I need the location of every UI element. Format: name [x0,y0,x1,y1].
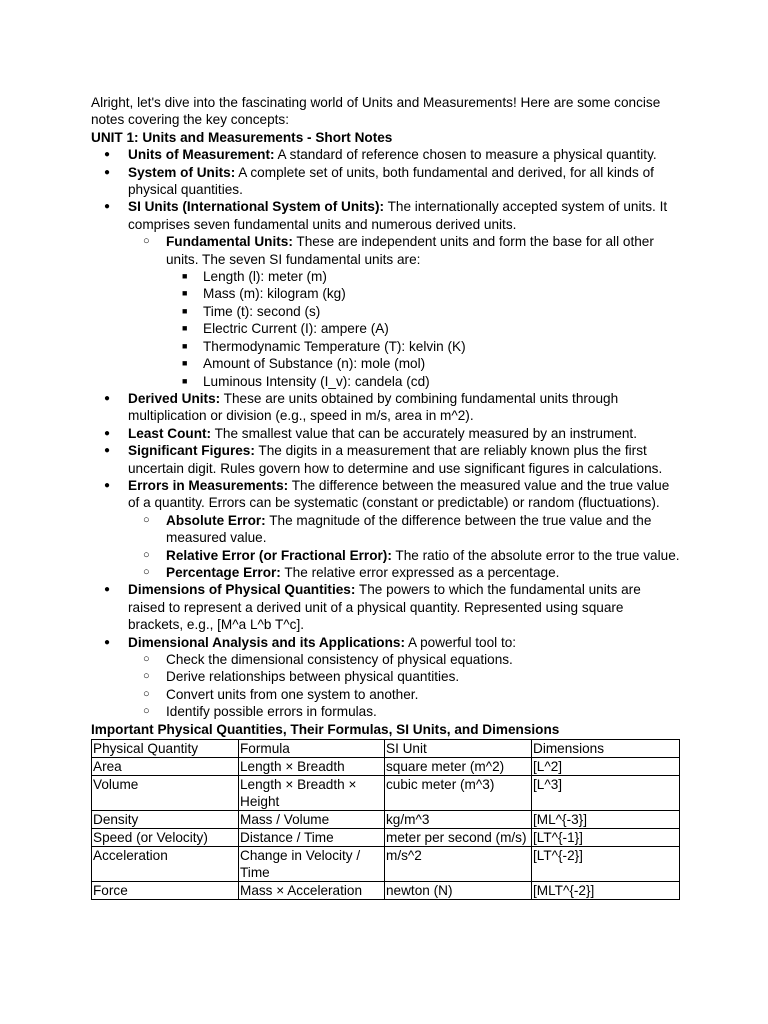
list-item [91,390,681,425]
list-item: ■ Luminous Intensity (I_v): candela (cd) [166,373,681,390]
table-cell: kg/m^3 [385,811,532,829]
table-cell: [L^2] [532,758,680,776]
definition: A complete set of units, both fundamental and derived, for all kinds of physical quantities. [128,164,654,198]
table-cell: Mass × Acceleration [239,882,385,900]
term: Fundamental Units: [166,234,293,250]
main-list [91,146,681,720]
list-item [91,198,681,389]
list-item: ○ Convert units from one system to another. [128,686,681,703]
list-item: ○ Derive relationships between physical quantities. [128,668,681,685]
table-row [92,882,680,900]
table-cell: Mass / Volume [239,811,385,829]
term: Least Count: [128,425,212,441]
list-item: ○ Check the dimensional consistency of physical equations. [128,651,681,668]
header-cell: SI Unit [385,740,532,758]
definition: The relative error expressed as a percentage. [280,564,560,580]
table-cell: cubic meter (m^3) [385,776,532,811]
definition: The magnitude of the difference between the true value and the measured value. [166,512,652,546]
base-units-list [166,268,681,390]
term: Percentage Error: [166,564,281,580]
table-row [92,758,680,776]
table-row [92,811,680,829]
list-item: ■ Thermodynamic Temperature (T): kelvin (K) [166,338,681,355]
table-cell: Volume [92,776,239,811]
list-item [91,581,681,633]
list-item [91,442,681,477]
list-item [91,164,681,199]
list-item: ■ Time (t): second (s) [166,303,681,320]
table-cell: Length × Breadth × Height [239,776,385,811]
term: Dimensional Analysis and its Applications: [128,634,405,650]
table-cell: meter per second (m/s) [385,829,532,847]
list-item: ■ Amount of Substance (n): mole (mol) [166,355,681,372]
term: Absolute Error: [166,512,266,528]
list-item [128,512,681,547]
table-cell: [LT^{-2}] [532,847,680,882]
list-item: ■ Electric Current (I): ampere (A) [166,320,681,337]
table-cell: [L^3] [532,776,680,811]
table-cell: Speed (or Velocity) [92,829,239,847]
table-cell: m/s^2 [385,847,532,882]
table-row [92,776,680,811]
sub-list [128,651,681,721]
term: Errors in Measurements: [128,477,289,493]
quantities-table [91,739,680,900]
definition: A standard of reference chosen to measure a physical quantity. [274,147,657,163]
list-item [91,146,681,163]
table-cell: Force [92,882,239,900]
definition: A powerful tool to: [404,634,517,650]
list-item: ■ Mass (m): kilogram (kg) [166,285,681,302]
table-cell: Area [92,758,239,776]
intro-paragraph: Alright, let's dive into the fascinating world of Units and Measurements! Here are some concise notes covering the key concepts: [91,95,661,128]
term: System of Units: [128,164,236,180]
table-cell: [LT^{-1}] [532,829,680,847]
table-cell: Density [92,811,239,829]
definition: The smallest value that can be accurately measured by an instrument. [211,425,637,441]
definition: The difference between the measured value and the true value of a quantity. Errors can be systematic (constant or predictable) or random (fluctuations). [128,477,670,511]
table-cell: square meter (m^2) [385,758,532,776]
term: Derived Units: [128,390,221,406]
definition: The digits in a measurement that are reliably known plus the first uncertain digit. Rules govern how to determine and use significant figures in calculations. [128,443,663,476]
table-heading [91,721,681,738]
table-cell: newton (N) [385,882,532,900]
term: Units of Measurement: [128,147,275,163]
list-item [91,477,681,581]
table-row [92,829,680,847]
term: Significant Figures: [128,443,255,459]
table-cell: Length × Breadth [239,758,385,776]
list-item [128,233,681,390]
unit-heading [91,129,681,146]
unit-title: UNIT 1: Units and Measurements - Short Notes [91,129,393,145]
definition: The internationally accepted system of units. It comprises seven fundamental units and numerous derived units. [128,199,668,232]
term: Relative Error (or Fractional Error): [166,547,392,563]
table-cell: Change in Velocity / Time [239,847,385,882]
list-item [91,634,681,721]
header-cell: Physical Quantity [92,740,239,758]
term: SI Units (International System of Units): [128,199,385,215]
header-cell: Formula [239,740,385,758]
table-header-row [92,740,680,758]
table-row [92,847,680,882]
definition: The ratio of the absolute error to the true value. [391,547,680,563]
table-cell: [ML^{-3}] [532,811,680,829]
document-body [91,94,681,900]
header-cell: Dimensions [532,740,680,758]
list-item [128,547,681,564]
list-item [128,564,681,581]
sub-list [128,512,681,582]
definition: These are units obtained by combining fundamental units through multiplication or division (e.g., speed in m/s, area in m^2). [128,390,619,424]
table-cell: Distance / Time [239,829,385,847]
term: Dimensions of Physical Quantities: [128,582,356,598]
table-title: Important Physical Quantities, Their Formulas, SI Units, and Dimensions [91,721,560,737]
list-item [91,425,681,442]
table-cell: Acceleration [92,847,239,882]
definition: The powers to which the fundamental units are raised to represent a derived unit of a physical quantity. Represented using square brackets, e.g., [M^a L^b T^c]. [128,582,641,633]
sub-list [128,233,681,390]
definition: These are independent units and form the base for all other units. The seven SI fundamental units are: [166,234,654,267]
list-item: ○ Identify possible errors in formulas. [128,703,681,720]
list-item: ■ Length (l): meter (m) [166,268,681,285]
table-cell: [MLT^{-2}] [532,882,680,900]
